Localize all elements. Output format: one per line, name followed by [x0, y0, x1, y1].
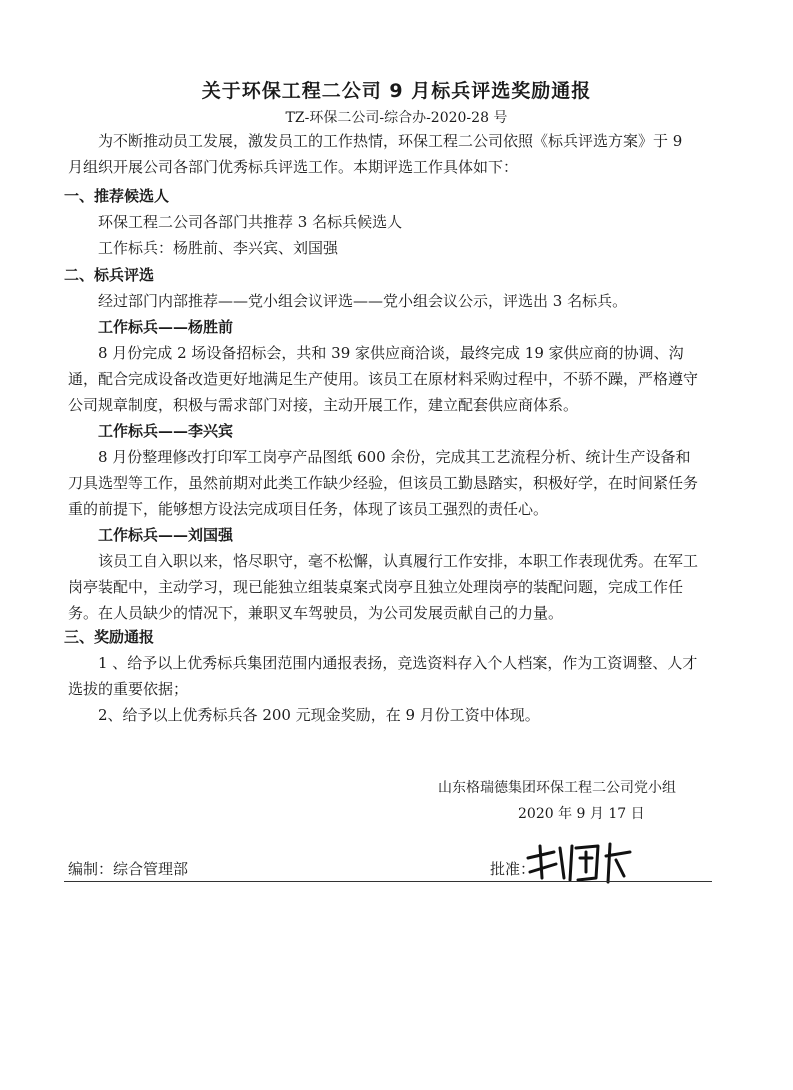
signing-date: 2020 年 9 月 17 日 — [518, 806, 645, 822]
reward-item-2: 2、给予以上优秀标兵各 200 元现金奖励，在 9 月份工资中体现。 — [98, 706, 540, 724]
award-text-li: 8 月份整理修改打印军工岗亭产品图纸 600 余份，完成其工艺流程分析、统计生产设备和刀具选型等工作，虽然前期对此类工作缺少经验，但该员工勤恳踏实，积极好学，在时间紧任务重的前提下，能够想方设法完成项目任务，体现了该员工强烈的责任心。 — [68, 448, 699, 518]
section-3-heading: 三、奖励通报 — [64, 628, 155, 646]
section-1-line-2: 工作标兵：杨胜前、李兴宾、刘国强 — [98, 239, 339, 257]
award-text-yang: 8 月份完成 2 场设备招标会，共和 39 家供应商洽谈，最终完成 19 家供应商的协调、沟通，配合完成设备改造更好地满足生产使用。该员工在原材料采购过程中，不骄不躁，严格遵守公司规章制度，积极与需求部门对接，主动开展工作，建立配套供应商体系。 — [68, 344, 699, 414]
section-1-heading: 一、推荐候选人 — [64, 187, 170, 205]
section-1 — [64, 183, 700, 261]
reward-item-1: 1 、给予以上优秀标兵集团范围内通报表扬，竞选资料存入个人档案，作为工资调整、人才选拔的重要依据； — [68, 654, 698, 698]
intro-paragraph: 为不断推动员工发展，激发员工的工作热情，环保工程二公司依照《标兵评选方案》于 9 月组织开展公司各部门优秀标兵评选工作。本期评选工作具体如下： — [68, 132, 683, 176]
editor-label: 编制：综合管理部 — [68, 860, 189, 878]
award-title-yang: 工作标兵——杨胜前 — [98, 318, 234, 336]
section-3 — [64, 624, 700, 728]
approver-label: 批准： — [490, 860, 536, 878]
section-2 — [64, 262, 700, 626]
award-text-liu: 该员工自入职以来，恪尽职守，毫不松懈，认真履行工作安排，本职工作表现优秀。在军工岗亭装配中，主动学习，现已能独立组装桌案式岗亭且独立处理岗亭的装配问题，完成工作任务。在人员缺少的情况下，兼职叉车驾驶员，为公司发展贡献自己的力量。 — [68, 552, 699, 622]
document-title: 关于环保工程二公司 9 月标兵评选奖励通报 — [201, 80, 592, 102]
award-title-liu: 工作标兵——刘国强 — [98, 526, 234, 544]
section-2-heading: 二、标兵评选 — [64, 266, 155, 284]
handwritten-signature — [520, 838, 650, 884]
section-2-intro: 经过部门内部推荐——党小组会议评选——党小组会议公示，评选出 3 名标兵。 — [98, 292, 628, 310]
document-number: TZ-环保二公司-综合办-2020-28 号 — [285, 110, 508, 126]
intro-block — [68, 128, 700, 180]
signing-organization: 山东格瑞德集团环保工程二公司党小组 — [438, 780, 676, 796]
award-title-li: 工作标兵——李兴宾 — [98, 422, 234, 440]
section-1-line-1: 环保工程二公司各部门共推荐 3 名标兵候选人 — [98, 213, 403, 231]
footer-divider — [64, 881, 712, 882]
